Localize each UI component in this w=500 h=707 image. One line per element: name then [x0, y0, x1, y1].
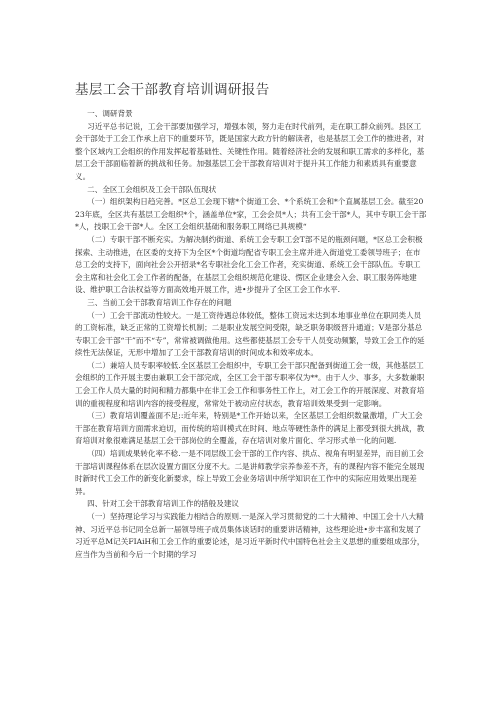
body-paragraph: （四）培训成果转化率不稔.一是不同层级工会干部的工作内容、拱点、视角有明显差异，而目前工会干部培训课程体系在层次设置方面区分度不大。二是讲师教学宗养参差不齐，有的课程内容不能完全展现时新时代工会工作的新变化新要求，综上导致工会业务培训中所学知识在工作中的实际应用效果出现差异。: [75, 449, 425, 496]
body-paragraph: （三）教育培训覆盖面不足;:近年来，特别是*工作开始以来，全区基层工会组织数量激增，广大工会干部在教育培训方面需求迫切，而传统的培训模式在时间、地点等硬性条件的满足上都受到很大挑战，教育培训对象很难满足基层工会干部岗位的全覆盖，存在培训对象片面化、学习形式单一化的问题.: [75, 411, 425, 446]
section-heading: 二、全区工会组织及工会干部队伍现状: [87, 184, 217, 194]
body-paragraph: 习近平总书记说，工会干部要加强学习，增强本领，努力走在时代前列，走在职工群众前列。县区工会干部处于工会工作承上启下的重要环节，既是国家大政方针的解读者，也是基层工会工作的推进者，对整个区域内工会组织的作用发挥起着基础性、关键性作用。随着经济社会的发展和职工需求的多样化，基层工会干部面临着新的挑战和任务。加强基层工会干部教育培训对于提升其工作能力和素质具有重要意义。: [75, 121, 425, 181]
section-heading: 三、当前工会干部教育培训工作存在的问题: [87, 297, 232, 307]
body-paragraph: （二）兼培人员专职率较低.全区基层工会组织中，专职工会干部只配备到街道工会一级，其他基层工会组织的工作开展主要由兼职工会干部完成，全区工会干部专职率仅为**。由于人少、事多，大多数兼职工会工作人员大量的时间和精力都集中在非工会工作和事务性工作上，对工会工作的开展深度、对教育培训的重视程度和培训内容的接受程度，常常处于被动应付状态，教育培训效果受到一定影响。: [75, 360, 425, 408]
body-paragraph: （一）组织架构日趋完善。*区总工会现下辖*个街道工会、*个系统工会和*个直属基层工会。截至2023年底，全区共有基层工会组织*个，涵盖单位*家，工会会员*人；共有工会干部*人，其中专职工会干部*人，技职工会干部*人。全区工会组织基础和服务职工网络已具规模“: [75, 197, 427, 232]
body-paragraph: （二）专职干部不断充实。为解决制约街道、系统工会专职工会T部不足的瓶颈问题，*区总工会积极探索、主动推进，在区委的支持下为全区*个街道均配省专职工会主席并进入街道党工委领导班子；在市总工会的支持下，面向社会公开招录*名专职社会化工会工作者，充实街道、系统工会干部队伍。专职工会主席和社会化工会工作者的配备，在基层工会组织规范化建设、愣区企业建会入会、职工服务阵地建设、维护职工合法权益等方面高效地开展工作，进•步提升了全区工会工作水平.: [75, 234, 423, 295]
section-heading: 四、针对工会干部教育培训工作的措般及建议: [87, 499, 240, 509]
body-paragraph: （一）工会干部流动性较大。一是工资待遇总体较低，整体工资远未达到本地事业单位在职同类人员的工资标准，缺乏正常的工资增长机制；二是职业发展空间受限，缺乏职务职级晋升通道；V是部分基总专职工会干部“干”而不“专”，常常被调做他用。这些都使基层工会专干人员变动频繁，导致工会工作的延续性无法保证，无形中增加了工会干部教育培训的时间成本和效率成本。: [75, 310, 425, 358]
body-paragraph: （一）坚持理论学习与实践能力相结合的原则.一是深入学习贯彻党的二十大精神、中国工会十八大精神、习近平总书记同全总新一届领导班子成员集体谈话时的重要讲话精神，这些理论进•步丰富和发展了习近平总M记关FIAiH和工会工作的重要论述，是习近平新时代中国特色社会主义思想的重要组成部分，应当作为当前和今后一个时期的学习: [75, 512, 425, 559]
document-title: 基层工会干部教育培训调研报告: [75, 82, 270, 98]
section-heading: 一、调研背景: [87, 109, 133, 118]
document-body: [75, 108, 427, 561]
